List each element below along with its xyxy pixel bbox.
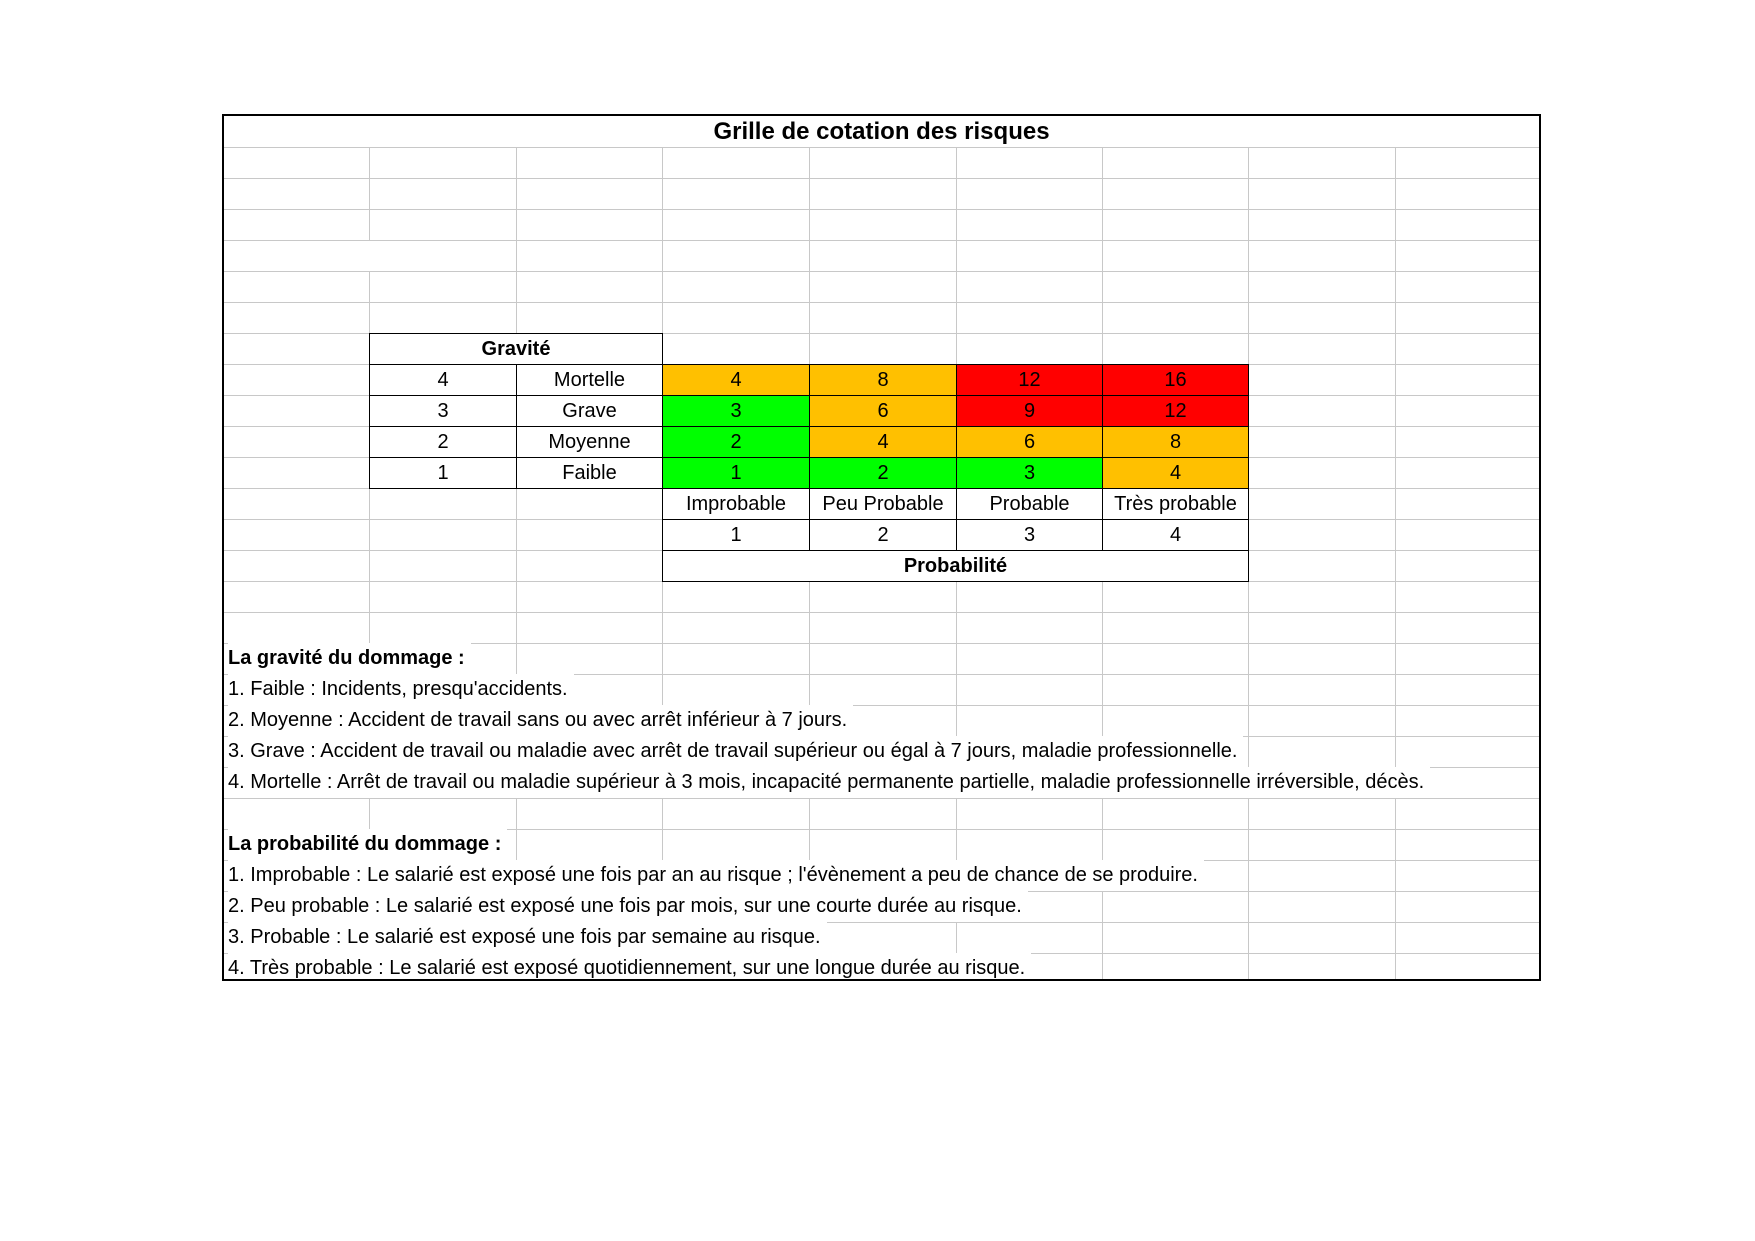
probability-legend-header: La probabilité du dommage :	[228, 829, 507, 860]
gravity-num-2: 2	[369, 426, 517, 458]
probability-num-4: 4	[1102, 519, 1249, 551]
probability-num-1: 1	[662, 519, 810, 551]
row-gridline	[224, 178, 1539, 179]
gravity-label-3: Grave	[516, 395, 663, 427]
gravity-legend-item-4: 4. Mortelle : Arrêt de travail ou maladie supérieur à 3 mois, incapacité permanente partielle, maladie professionnelle irréversible, décès.	[228, 767, 1430, 798]
matrix-cell-3-3: 9	[956, 395, 1103, 427]
probability-label-2: Peu Probable	[809, 488, 957, 520]
matrix-cell-3-1: 3	[662, 395, 810, 427]
matrix-cell-4-3: 12	[956, 364, 1103, 396]
gravity-legend-item-3: 3. Grave : Accident de travail ou maladie avec arrêt de travail supérieur ou égal à 7 jours, maladie professionnelle.	[228, 736, 1243, 767]
matrix-cell-2-2: 4	[809, 426, 957, 458]
row-gridline	[224, 271, 1539, 272]
row-gridline	[224, 302, 1539, 303]
probability-legend-item-1: 1. Improbable : Le salarié est exposé une fois par an au risque ; l'évènement a peu de chance de se produire.	[228, 860, 1204, 891]
row-gridline	[224, 612, 1539, 613]
probability-label-1: Improbable	[662, 488, 810, 520]
risk-grid-sheet	[222, 114, 1541, 981]
gravity-num-3: 3	[369, 395, 517, 427]
gravity-label-4: Mortelle	[516, 364, 663, 396]
row-gridline	[224, 209, 1539, 210]
sheet-title: Grille de cotation des risques	[224, 116, 1539, 148]
matrix-cell-1-2: 2	[809, 457, 957, 489]
matrix-cell-4-2: 8	[809, 364, 957, 396]
gravity-header: Gravité	[369, 333, 663, 365]
matrix-cell-1-1: 1	[662, 457, 810, 489]
probability-num-2: 2	[809, 519, 957, 551]
matrix-cell-3-4: 12	[1102, 395, 1249, 427]
matrix-cell-1-4: 4	[1102, 457, 1249, 489]
row-gridline	[224, 798, 1539, 799]
gravity-legend-header: La gravité du dommage :	[228, 643, 471, 674]
matrix-cell-4-4: 16	[1102, 364, 1249, 396]
matrix-cell-3-2: 6	[809, 395, 957, 427]
probability-legend-item-2: 2. Peu probable : Le salarié est exposé une fois par mois, sur une courte durée au risque.	[228, 891, 1028, 922]
probability-legend-item-3: 3. Probable : Le salarié est exposé une fois par semaine au risque.	[228, 922, 827, 953]
probability-label-3: Probable	[956, 488, 1103, 520]
probability-header: Probabilité	[662, 550, 1249, 582]
gravity-num-4: 4	[369, 364, 517, 396]
matrix-cell-4-1: 4	[662, 364, 810, 396]
matrix-cell-2-3: 6	[956, 426, 1103, 458]
probability-label-4: Très probable	[1102, 488, 1249, 520]
matrix-cell-1-3: 3	[956, 457, 1103, 489]
probability-num-3: 3	[956, 519, 1103, 551]
gravity-label-2: Moyenne	[516, 426, 663, 458]
merged-blank-area	[224, 241, 516, 271]
gravity-legend-item-2: 2. Moyenne : Accident de travail sans ou avec arrêt inférieur à 7 jours.	[228, 705, 853, 736]
gravity-num-1: 1	[369, 457, 517, 489]
gravity-legend-item-1: 1. Faible : Incidents, presqu'accidents.	[228, 674, 574, 705]
gravity-label-1: Faible	[516, 457, 663, 489]
probability-legend-item-4: 4. Très probable : Le salarié est exposé quotidiennement, sur une longue durée au risque.	[228, 953, 1031, 981]
matrix-cell-2-1: 2	[662, 426, 810, 458]
matrix-cell-2-4: 8	[1102, 426, 1249, 458]
